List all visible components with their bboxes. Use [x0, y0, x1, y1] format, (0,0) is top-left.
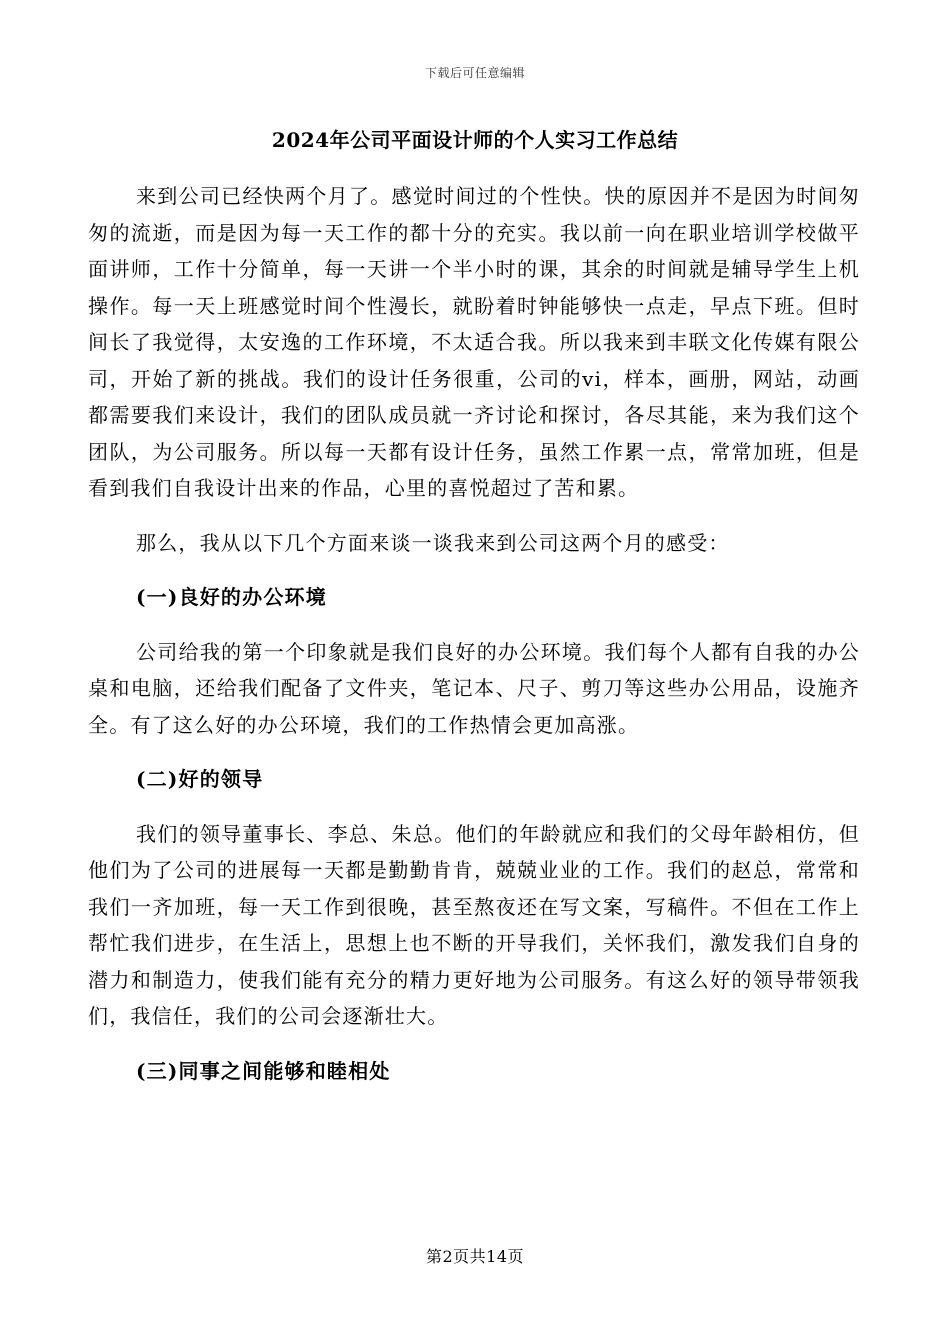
header-note: 下载后可任意编辑 [424, 66, 525, 80]
paragraph-office: 公司给我的第一个印象就是我们良好的办公环境。我们每个人都有自我的办公桌和电脑，还给我们配备了文件夹，笔记本、尺子、剪刀等这些办公用品，设施齐全。有了这么好的办公环境，我们的工作热情会更加高涨。 [88, 639, 860, 737]
paragraph-transition: 那么，我从以下几个方面来谈一谈我来到公司这两个月的感受： [136, 530, 730, 555]
document-body [88, 178, 860, 1089]
paragraph-intro: 来到公司已经快两个月了。感觉时间过的个性快。快的原因并不是因为时间匆匆的流逝，而是因为每一天工作的都十分的充实。我以前一向在职业培训学校做平面讲师，工作十分简单，每一天讲一个半小时的课，其余的时间就是辅导学生上机操作。每一天上班感觉时间个性漫长，就盼着时钟能够快一点走，早点下班。但时间长了我觉得，太安逸的工作环境，不太适合我。所以我来到丰联文化传媒有限公司，开始了新的挑战。我们的设计任务很重，公司的vi，样本，画册，网站，动画都需要我们来设计，我们的团队成员就一齐讨论和探讨，各尽其能，来为我们这个团队，为公司服务。所以每一天都有设计任务，虽然工作累一点，常常加班，但是看到我们自我设计出来的作品，心里的喜悦超过了苦和累。 [88, 184, 860, 500]
paragraph-leaders: 我们的领导董事长、李总、朱总。他们的年龄就应和我们的父母年龄相仿，但他们为了公司的进展每一天都是勤勤肯肯，兢兢业业的工作。我们的赵总，常常和我们一齐加班，每一天工作到很晚，甚至熬夜还在写文案，写稿件。不但在工作上帮忙我们进步，在生活上，思想上也不断的开导我们，关怀我们，激发我们自身的潜力和制造力，使我们能有充分的精力更好地为公司服务。有这么好的领导带领我们，我信任，我们的公司会逐渐壮大。 [88, 821, 860, 1028]
page-number: 第2页共14页 [425, 1247, 525, 1266]
section-heading-leaders: (二)好的领导 [136, 767, 264, 791]
document-title: 2024年公司平面设计师的个人实习工作总结 [271, 128, 679, 152]
section-heading-colleagues: (三)同事之间能够和睦相处 [136, 1058, 391, 1083]
section-heading-office: (一)良好的办公环境 [136, 585, 327, 609]
